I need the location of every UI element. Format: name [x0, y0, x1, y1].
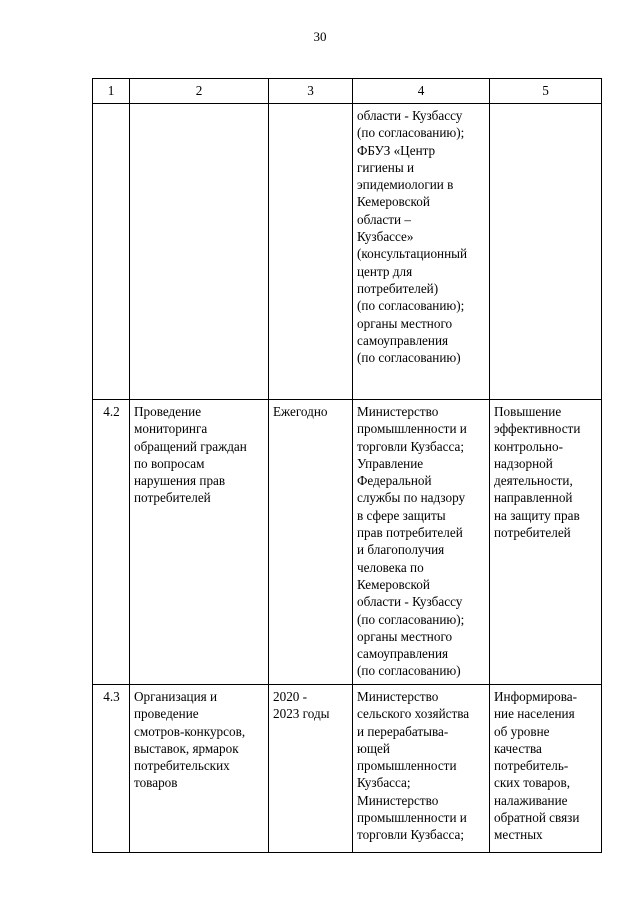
column-header-2: 2: [130, 79, 269, 104]
executors-cell: Министерство сельского хозяйства и перерабатыва- ющей промышленности Кузбасса; Министерство промышленности и торговли Кузбасса;: [353, 685, 490, 853]
column-header-5: 5: [490, 79, 602, 104]
result-cell: [490, 104, 602, 400]
event-cell: [130, 104, 269, 400]
executors-cell: Министерство промышленности и торговли Кузбасса; Управление Федеральной службы по надзору в сфере защиты прав потребителей и благополучия человека по Кемеровской области - Кузбассу (по согласованию); органы местного самоуправления (по согласованию): [353, 400, 490, 685]
event-cell: Организация и проведение смотров-конкурсов, выставок, ярмарок потребительских товаров: [130, 685, 269, 853]
table-header-row: [93, 79, 602, 104]
table-row: [93, 104, 602, 400]
result-cell: Информирова- ние населения об уровне качества потребитель- ских товаров, налаживание обратной связи местных: [490, 685, 602, 853]
table-row: [93, 685, 602, 853]
column-header-1: 1: [93, 79, 130, 104]
deadline-cell: [269, 104, 353, 400]
table-row: [93, 400, 602, 685]
page-number: 30: [313, 29, 327, 44]
row-number-cell: 4.2: [93, 400, 130, 685]
column-header-4: 4: [353, 79, 490, 104]
event-cell: Проведение мониторинга обращений граждан по вопросам нарушения прав потребителей: [130, 400, 269, 685]
row-number-cell: 4.3: [93, 685, 130, 853]
column-header-3: 3: [269, 79, 353, 104]
deadline-cell: Ежегодно: [269, 400, 353, 685]
measures-table: [92, 78, 602, 853]
executors-cell: области - Кузбассу (по согласованию); ФБУЗ «Центр гигиены и эпидемиологии в Кемеровской области – Кузбассе» (консультационный центр для потребителей) (по согласованию); органы местного самоуправления (по согласованию): [353, 104, 490, 400]
deadline-cell: 2020 - 2023 годы: [269, 685, 353, 853]
result-cell: Повышение эффективности контрольно- надзорной деятельности, направленной на защиту прав потребителей: [490, 400, 602, 685]
row-number-cell: [93, 104, 130, 400]
